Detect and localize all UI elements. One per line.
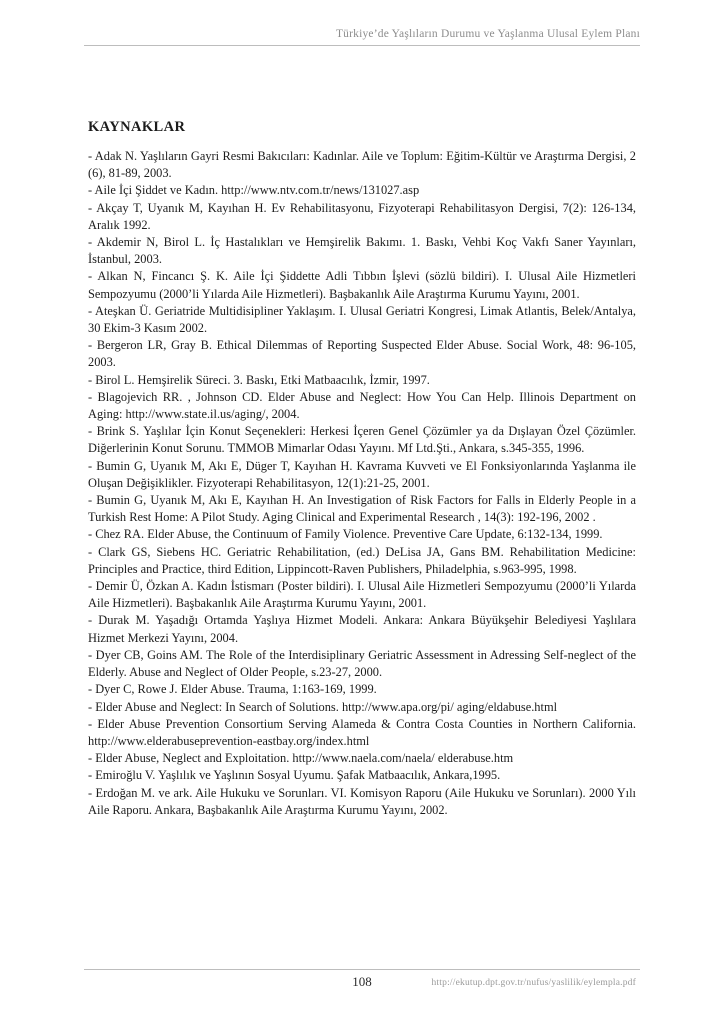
reference-item: - Blagojevich RR. , Johnson CD. Elder Abuse and Neglect: How You Can Help. Illinois Department on Aging: http://www.state.il.us/aging/, 2004. <box>88 389 636 422</box>
reference-item: - Adak N. Yaşlıların Gayri Resmi Bakıcıları: Kadınlar. Aile ve Toplum: Eğitim-Kültür ve Araştırma Dergisi, 2 (6), 81-89, 2003. <box>88 149 636 181</box>
reference-item: - Dyer C, Rowe J. Elder Abuse. Trauma, 1:163-169, 1999. <box>88 682 377 697</box>
footer-url: http://ekutup.dpt.gov.tr/nufus/yaslilik/eylempla.pdf <box>431 978 636 988</box>
reference-item: - Durak M. Yaşadığı Ortamda Yaşlıya Hizmet Modeli. Ankara: Ankara Büyükşehir Belediyesi Yaşlılara Hizmet Merkezi Yayını, 2004. <box>88 613 636 645</box>
reference-item: - Dyer CB, Goins AM. The Role of the Interdisiplinary Geriatric Assessment in Adressing Self-neglect of the Elderly. Abuse and Neglect of Older People, s.23-27, 2000. <box>88 647 636 680</box>
reference-item: - Elder Abuse and Neglect: In Search of Solutions. http://www.apa.org/pi/ aging/eldabuse.html <box>88 699 558 714</box>
page-number: 108 <box>352 974 372 989</box>
reference-item: - Clark GS, Siebens HC. Geriatric Rehabilitation, (ed.) DeLisa JA, Gans BM. Rehabilitation Medicine: Principles and Practice, third Edition, Lippincott-Raven Publishers, Philadelphia, s.963-995, 1998. <box>88 544 636 576</box>
reference-item: - Bumin G, Uyanık M, Akı E, Düger T, Kayıhan H. Kavrama Kuvveti ve El Fonksiyonlarında Yaşlanma ile Oluşan Değişiklikler. Fizyoterapi Rehabilitasyon, 12(1):21-25, 2001. <box>88 458 636 490</box>
reference-item: - Alkan N, Fincancı Ş. K. Aile İçi Şiddette Adli Tıbbın İşlevi (sözlü bildiri). I. Ulusal Aile Hizmetleri Sempozyumu (2000’li Yılarda Aile Hizmetleri). Başbakanlık Aile Araştırma Kurumu Yayını, 2001. <box>88 269 636 301</box>
reference-item: - Akçay T, Uyanık M, Kayıhan H. Ev Rehabilitasyonu, Fizyoterapi Rehabilitasyon Dergisi, 7(2): 126-134, Aralık 1992. <box>88 200 636 232</box>
reference-item: - Ateşkan Ü. Geriatride Multidisipliner Yaklaşım. I. Ulusal Geriatri Kongresi, Limak Atlantis, Belek/Antalya, 30 Ekim-3 Kasım 2002. <box>88 303 636 336</box>
reference-item: - Birol L. Hemşirelik Süreci. 3. Baskı, Etki Matbaacılık, İzmir, 1997. <box>88 372 430 387</box>
reference-item: - Chez RA. Elder Abuse, the Continuum of Family Violence. Preventive Care Update, 6:132-134, 1999. <box>88 527 603 542</box>
reference-item: - Emiroğlu V. Yaşlılık ve Yaşlının Sosyal Uyumu. Şafak Matbaacılık, Ankara,1995. <box>88 768 501 783</box>
reference-item: - Demir Ü, Özkan A. Kadın İstismarı (Poster bildiri). I. Ulusal Aile Hizmetleri Sempozyumu (2000’li Yılarda Aile Hizmetleri). Başbakanlık Aile Araştırma Kurumu Yayını, 2001. <box>88 579 636 611</box>
footer-divider <box>84 969 640 970</box>
reference-item: - Akdemir N, Birol L. İç Hastalıkları ve Hemşirelik Bakımı. 1. Baskı, Vehbi Koç Vakfı Saner Yayınları, İstanbul, 2003. <box>88 235 636 267</box>
reference-item: - Aile İçi Şiddet ve Kadın. http://www.ntv.com.tr/news/131027.asp <box>88 183 420 198</box>
reference-item: - Elder Abuse Prevention Consortium Serving Alameda & Contra Costa Counties in Northern California. http://www.elderabuseprevention-eastbay.org/index.html <box>88 716 636 748</box>
reference-item: - Bergeron LR, Gray B. Ethical Dilemmas of Reporting Suspected Elder Abuse. Social Work, 48: 96-105, 2003. <box>88 338 636 370</box>
reference-item: - Bumin G, Uyanık M, Akı E, Kayıhan H. An Investigation of Risk Factors for Falls in Elderly People in a Turkish Rest Home: A Pilot Study. Aging Clinical and Experimental Research , 14(3): 192-196, 2002 . <box>88 493 636 525</box>
page-title: KAYNAKLAR <box>88 119 186 135</box>
reference-item: - Brink S. Yaşlılar İçin Konut Seçenekleri: Herkesi İçeren Genel Çözümler ya da Dışlayan Özel Çözümler. Diğerlerinin Konut Sorunu. TMMOB Mimarlar Odası Yayını. Mf Ltd.Şti., Ankara, s.345-355, 1996. <box>88 424 636 456</box>
reference-list <box>88 148 636 819</box>
reference-item: - Erdoğan M. ve ark. Aile Hukuku ve Sorunları. VI. Komisyon Raporu (Aile Hukuku ve Sorunları). 2000 Yılı Aile Raporu. Ankara, Başbakanlık Aile Araştırma Kurumu Yayını, 2002. <box>88 785 636 817</box>
reference-item: - Elder Abuse, Neglect and Exploitation. http://www.naela.com/naela/ elderabuse.htm <box>88 751 514 766</box>
running-header: Türkiye’de Yaşlıların Durumu ve Yaşlanma Ulusal Eylem Planı <box>84 28 640 46</box>
